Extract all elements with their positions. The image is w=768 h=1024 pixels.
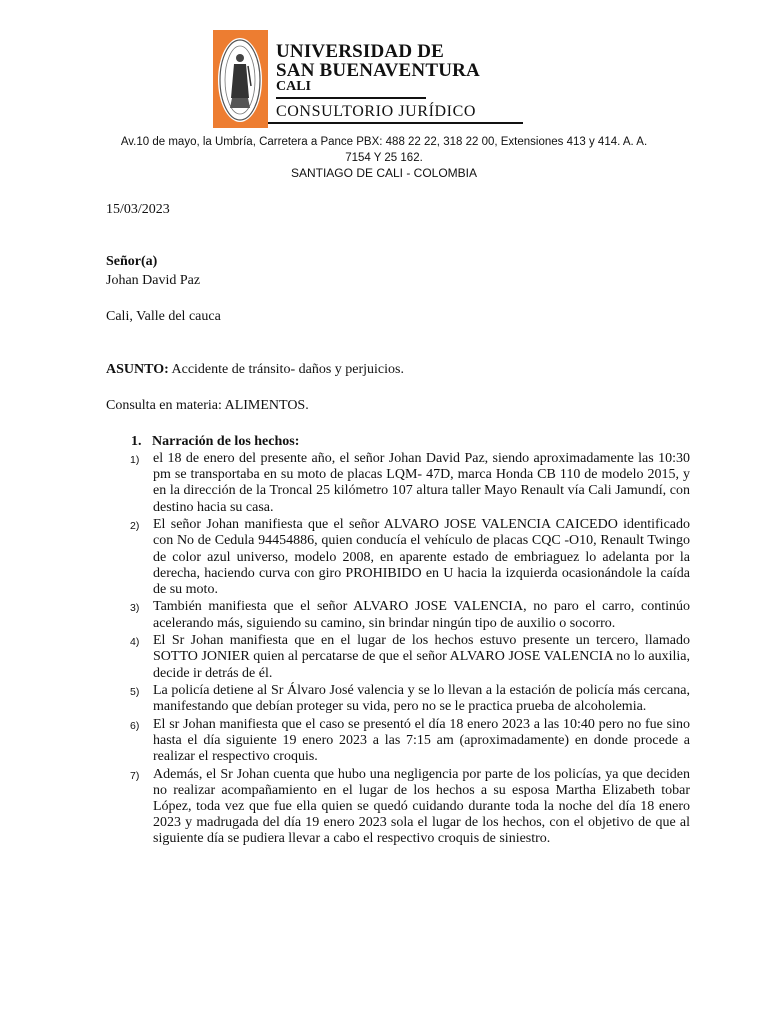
item-number: 7) <box>130 769 140 782</box>
item-text: El sr Johan manifiesta que el caso se presentó el día 18 enero 2023 a las 10:40 pero no fue sino hasta el día siguiente 19 enero 2023 a las 7:15 am (aproximadamente) en donde procede a realizar el respectivo croquis. <box>153 716 690 765</box>
item-text: El señor Johan manifiesta que el señor ALVARO JOSE VALENCIA CAICEDO identificado con No de Cedula 94454886, quien conducía el vehículo de placas CQC -O10, Renault Twingo de color azul universo, modelo 2008, en aparente estado de embriaguez lo adelanta por la derecha, haciendo curva con giro PROHIBIDO en U hacia la izquierda ocasionándole la caída de su moto. <box>153 517 690 597</box>
list-item <box>130 517 690 598</box>
section-title: Narración de los hechos: <box>152 434 300 449</box>
recipient-name: Johan David Paz <box>106 273 201 288</box>
list-item <box>130 599 690 631</box>
subject-text: Accidente de tránsito- daños y perjuicios. <box>168 362 404 377</box>
consulta-line: Consulta en materia: ALIMENTOS. <box>106 398 309 413</box>
item-number: 4) <box>130 636 140 649</box>
header-address: Av.10 de mayo, la Umbría, Carretera a Pance PBX: 488 22 22, 318 22 00, Extensiones 413 y 414. A. A. 7154 Y 25 162. <box>120 136 648 164</box>
university-seal-logo <box>213 30 268 128</box>
item-text: También manifiesta que el señor ALVARO JOSE VALENCIA, no paro el carro, continúo acelerando más, siguiendo su camino, sin brindar ningún tipo de auxilio o socorro. <box>153 599 690 631</box>
list-item <box>130 767 690 848</box>
university-name-line1: UNIVERSIDAD DE <box>276 41 445 62</box>
item-number: 6) <box>130 719 140 732</box>
section-heading <box>131 434 299 450</box>
item-number: 2) <box>130 520 140 533</box>
item-number: 1) <box>130 454 140 466</box>
subject-label: ASUNTO: <box>106 362 169 377</box>
logo-divider <box>276 97 426 99</box>
list-item <box>130 683 690 715</box>
header-rule <box>268 122 523 124</box>
facts-list <box>130 451 690 849</box>
list-item <box>130 717 690 766</box>
list-item <box>130 633 690 682</box>
recipient-location: Cali, Valle del cauca <box>106 309 221 324</box>
header-city: SANTIAGO DE CALI - COLOMBIA <box>290 166 478 180</box>
university-city: CALI <box>276 79 312 94</box>
section-number: 1. <box>131 434 142 449</box>
item-text: El Sr Johan manifiesta que en el lugar de los hechos estuvo presente un tercero, llamado SOTTO JONIER quien al percatarse de que el señor ALVARO JOSE VALENCIA no lo auxilia, decide ir detrás de él. <box>153 633 690 681</box>
university-name-line2: SAN BUENAVENTURA <box>276 60 480 81</box>
item-text: Además, el Sr Johan cuenta que hubo una negligencia por parte de los policías, ya que deciden no realizar acompañamiento en el lugar de los hechos a su esposa Martha Elizabeth tobar López, toda vez que fue ella quien se quedó cuidando durante toda la noche del día 18 enero 2023 y madrugada del día 19 enero 2023 sola el lugar de los hechos, con el objetivo de que al siguiente día se pudiera llevar a cabo el respectivo croquis de siniestro. <box>153 766 690 847</box>
letter-date: 15/03/2023 <box>106 202 170 217</box>
seal-emblem <box>218 38 262 122</box>
subject-line <box>106 362 404 378</box>
list-item <box>130 451 690 516</box>
saint-figure-icon <box>218 38 262 122</box>
item-number: 5) <box>130 686 140 699</box>
item-text: el 18 de enero del presente año, el señor Johan David Paz, siendo aproximadamente las 10:30 pm se transportaba en su moto de placas LQM- 47D, marca Honda CB 110 de modelo 2015, y en la dirección de la Troncal 25 kilómetro 107 altura taller Mayo Renault vía Cali Jamundí, con destino hacia su casa. <box>153 451 690 515</box>
item-text: La policía detiene al Sr Álvaro José valencia y se lo llevan a la estación de policía más cercana, manifestando que debían proteger su vida, pero no se le practica prueba de alcoholemia. <box>153 683 690 715</box>
consultorio-label: CONSULTORIO JURÍDICO <box>276 103 477 120</box>
salutation: Señor(a) <box>106 254 158 269</box>
item-number: 3) <box>130 602 140 615</box>
